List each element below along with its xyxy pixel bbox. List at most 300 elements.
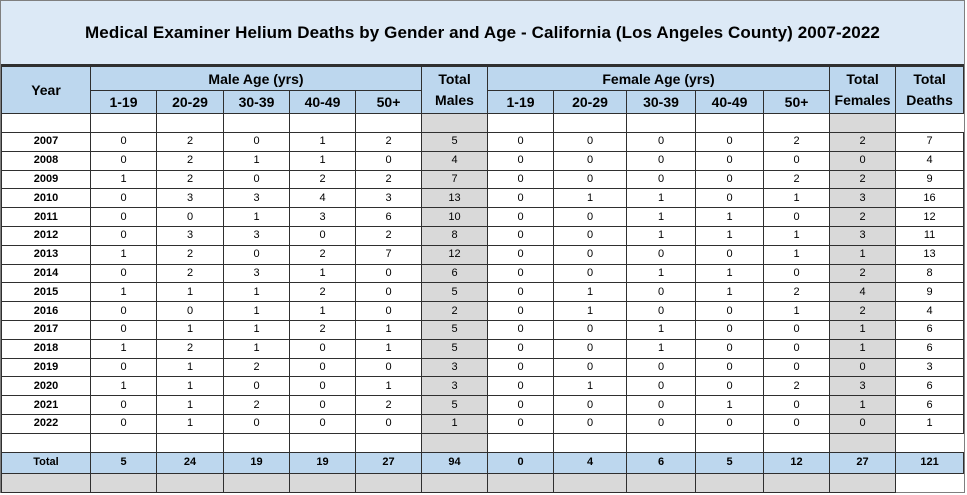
female-count-cell: 0 [696, 151, 764, 170]
female-count-cell: 0 [488, 302, 554, 321]
total-deaths-cell: 6 [896, 377, 964, 396]
total-males-cell: 6 [422, 264, 488, 283]
male-count-cell: 1 [91, 170, 157, 189]
male-count-cell: 0 [290, 396, 356, 415]
total-males-cell: 5 [422, 320, 488, 339]
year-cell: 2014 [2, 264, 91, 283]
table-row [2, 226, 964, 245]
total-deaths-cell: 6 [896, 339, 964, 358]
male-count-cell: 0 [91, 189, 157, 208]
title-bar [1, 1, 964, 66]
male-count-cell: 1 [157, 414, 224, 433]
year-cell: 2018 [2, 339, 91, 358]
table-row [2, 377, 964, 396]
table-row [2, 339, 964, 358]
empty-cell [488, 473, 554, 492]
female-count-cell: 0 [696, 302, 764, 321]
male-total-cell: 27 [356, 452, 422, 473]
female-count-cell: 1 [627, 226, 696, 245]
total-deaths-cell: 9 [896, 170, 964, 189]
male-count-cell: 1 [290, 302, 356, 321]
empty-cell [554, 473, 627, 492]
total-males-cell: 1 [422, 414, 488, 433]
female-count-cell: 0 [696, 189, 764, 208]
female-count-cell: 0 [554, 339, 627, 358]
female-count-cell: 0 [627, 377, 696, 396]
empty-cell [157, 473, 224, 492]
year-cell: 2017 [2, 320, 91, 339]
female-count-cell: 0 [554, 320, 627, 339]
female-count-cell: 0 [627, 151, 696, 170]
male-count-cell: 1 [157, 283, 224, 302]
empty-cell [290, 433, 356, 452]
male-count-cell: 0 [91, 302, 157, 321]
empty-cell [2, 433, 91, 452]
male-count-cell: 3 [356, 189, 422, 208]
male-count-cell: 0 [290, 358, 356, 377]
female-total-cell: 6 [627, 452, 696, 473]
empty-cell [696, 433, 764, 452]
year-cell: 2016 [2, 302, 91, 321]
female-count-cell: 0 [488, 170, 554, 189]
male-count-cell: 2 [356, 396, 422, 415]
male-count-cell: 3 [290, 208, 356, 227]
table-row [2, 264, 964, 283]
female-count-cell: 1 [696, 283, 764, 302]
year-cell: 2020 [2, 377, 91, 396]
header-total-deaths [896, 67, 964, 114]
male-count-cell: 1 [290, 133, 356, 152]
female-count-cell: 0 [764, 339, 830, 358]
year-cell: 2012 [2, 226, 91, 245]
empty-cell [830, 114, 896, 133]
male-count-cell: 3 [224, 226, 290, 245]
total-females-cell: 1 [830, 245, 896, 264]
year-cell: 2010 [2, 189, 91, 208]
header-total-males [422, 67, 488, 114]
table-row [2, 170, 964, 189]
male-count-cell: 1 [224, 339, 290, 358]
female-count-cell: 1 [627, 264, 696, 283]
year-cell: 2013 [2, 245, 91, 264]
male-count-cell: 1 [91, 377, 157, 396]
female-count-cell: 1 [627, 320, 696, 339]
table-row [2, 133, 964, 152]
male-count-cell: 0 [356, 358, 422, 377]
male-total-cell: 5 [91, 452, 157, 473]
header-female-age-bin: 20-29 [554, 91, 627, 114]
empty-cell [627, 473, 696, 492]
female-count-cell: 0 [696, 320, 764, 339]
total-males-cell: 4 [422, 151, 488, 170]
empty-cell [157, 114, 224, 133]
female-count-cell: 1 [627, 189, 696, 208]
empty-cell [224, 473, 290, 492]
total-females-cell: 2 [830, 133, 896, 152]
empty-cell [422, 114, 488, 133]
male-count-cell: 1 [157, 358, 224, 377]
female-count-cell: 0 [488, 245, 554, 264]
female-count-cell: 0 [764, 358, 830, 377]
empty-cell [488, 114, 554, 133]
male-count-cell: 2 [356, 170, 422, 189]
male-count-cell: 1 [91, 245, 157, 264]
header-male-age-bin: 20-29 [157, 91, 224, 114]
male-count-cell: 2 [290, 170, 356, 189]
female-count-cell: 0 [554, 208, 627, 227]
female-count-cell: 0 [488, 396, 554, 415]
female-count-cell: 0 [488, 283, 554, 302]
total-females-cell: 3 [830, 226, 896, 245]
table-body [2, 114, 964, 493]
male-count-cell: 2 [356, 226, 422, 245]
female-count-cell: 0 [764, 264, 830, 283]
empty-cell [224, 114, 290, 133]
year-cell: 2022 [2, 414, 91, 433]
total-deaths-cell: 4 [896, 151, 964, 170]
empty-cell [422, 433, 488, 452]
year-cell: 2007 [2, 133, 91, 152]
female-count-cell: 0 [627, 414, 696, 433]
total-females-cell: 4 [830, 283, 896, 302]
female-count-cell: 0 [488, 151, 554, 170]
total-deaths-cell: 16 [896, 189, 964, 208]
female-count-cell: 0 [764, 320, 830, 339]
total-deaths-cell: 4 [896, 302, 964, 321]
empty-cell [356, 473, 422, 492]
empty-cell [91, 433, 157, 452]
male-count-cell: 0 [224, 414, 290, 433]
header-total-females-text: Total Females [834, 71, 891, 108]
empty-cell [554, 114, 627, 133]
total-females-cell: 2 [830, 302, 896, 321]
total-deaths-cell: 7 [896, 133, 964, 152]
female-count-cell: 0 [764, 208, 830, 227]
male-count-cell: 2 [157, 170, 224, 189]
total-females-cell: 1 [830, 396, 896, 415]
female-count-cell: 1 [627, 208, 696, 227]
year-cell: 2021 [2, 396, 91, 415]
header-female-age-bin: 1-19 [488, 91, 554, 114]
total-deaths-cell: 1 [896, 414, 964, 433]
male-count-cell: 0 [290, 339, 356, 358]
male-count-cell: 2 [157, 339, 224, 358]
helium-deaths-table [1, 66, 964, 493]
total-females-cell: 1 [830, 339, 896, 358]
female-count-cell: 1 [554, 189, 627, 208]
header-female-age-bin: 40-49 [696, 91, 764, 114]
female-count-cell: 1 [696, 396, 764, 415]
female-total-cell: 5 [696, 452, 764, 473]
female-count-cell: 1 [764, 302, 830, 321]
male-count-cell: 1 [290, 151, 356, 170]
male-count-cell: 0 [356, 151, 422, 170]
footer-row [2, 473, 964, 492]
empty-cell [290, 114, 356, 133]
female-count-cell: 0 [554, 245, 627, 264]
female-count-cell: 0 [764, 396, 830, 415]
female-count-cell: 0 [554, 414, 627, 433]
year-cell: 2019 [2, 358, 91, 377]
table-row [2, 302, 964, 321]
male-count-cell: 0 [356, 302, 422, 321]
female-count-cell: 0 [696, 133, 764, 152]
female-count-cell: 0 [488, 377, 554, 396]
empty-cell [627, 433, 696, 452]
female-count-cell: 0 [488, 264, 554, 283]
male-count-cell: 0 [91, 396, 157, 415]
year-cell: 2009 [2, 170, 91, 189]
empty-cell [356, 114, 422, 133]
male-count-cell: 1 [157, 396, 224, 415]
female-count-cell: 1 [764, 189, 830, 208]
empty-cell [157, 433, 224, 452]
male-count-cell: 0 [157, 302, 224, 321]
empty-cell [764, 433, 830, 452]
total-males-cell: 5 [422, 339, 488, 358]
female-count-cell: 0 [554, 151, 627, 170]
male-count-cell: 0 [224, 377, 290, 396]
female-count-cell: 1 [696, 208, 764, 227]
female-count-cell: 0 [488, 320, 554, 339]
male-count-cell: 2 [157, 264, 224, 283]
male-count-cell: 1 [356, 339, 422, 358]
female-count-cell: 0 [696, 245, 764, 264]
total-males-cell: 3 [422, 377, 488, 396]
female-count-cell: 0 [627, 302, 696, 321]
female-count-cell: 0 [488, 133, 554, 152]
female-count-cell: 1 [554, 283, 627, 302]
male-count-cell: 1 [157, 377, 224, 396]
female-count-cell: 2 [764, 133, 830, 152]
grand-total-males-cell: 94 [422, 452, 488, 473]
male-count-cell: 0 [91, 320, 157, 339]
male-count-cell: 1 [224, 208, 290, 227]
female-count-cell: 0 [554, 358, 627, 377]
grand-total-females-cell: 27 [830, 452, 896, 473]
male-total-cell: 24 [157, 452, 224, 473]
female-count-cell: 0 [696, 339, 764, 358]
male-count-cell: 0 [91, 208, 157, 227]
totals-row [2, 452, 964, 473]
total-males-cell: 10 [422, 208, 488, 227]
male-count-cell: 1 [356, 320, 422, 339]
female-total-cell: 0 [488, 452, 554, 473]
female-count-cell: 0 [488, 208, 554, 227]
male-total-cell: 19 [224, 452, 290, 473]
empty-cell [91, 473, 157, 492]
total-males-cell: 3 [422, 358, 488, 377]
male-count-cell: 2 [157, 245, 224, 264]
female-count-cell: 1 [554, 377, 627, 396]
header-total-females [830, 67, 896, 114]
empty-cell [224, 433, 290, 452]
table-row [2, 358, 964, 377]
female-count-cell: 2 [764, 283, 830, 302]
total-males-cell: 5 [422, 396, 488, 415]
male-total-cell: 19 [290, 452, 356, 473]
year-cell: 2008 [2, 151, 91, 170]
total-deaths-cell: 12 [896, 208, 964, 227]
total-females-cell: 3 [830, 377, 896, 396]
male-count-cell: 0 [356, 264, 422, 283]
male-count-cell: 1 [224, 283, 290, 302]
total-deaths-cell: 6 [896, 396, 964, 415]
empty-cell [91, 114, 157, 133]
male-count-cell: 3 [224, 264, 290, 283]
female-count-cell: 0 [554, 226, 627, 245]
empty-cell [2, 114, 91, 133]
male-count-cell: 7 [356, 245, 422, 264]
total-males-cell: 8 [422, 226, 488, 245]
spacer-row [2, 114, 964, 133]
table-row [2, 208, 964, 227]
female-count-cell: 0 [488, 339, 554, 358]
header-female-age-bin: 50+ [764, 91, 830, 114]
header-female-age-bin: 30-39 [627, 91, 696, 114]
female-count-cell: 0 [627, 283, 696, 302]
male-count-cell: 2 [157, 133, 224, 152]
female-count-cell: 0 [696, 414, 764, 433]
table-row [2, 189, 964, 208]
male-count-cell: 0 [91, 264, 157, 283]
total-females-cell: 0 [830, 151, 896, 170]
empty-cell [764, 114, 830, 133]
header-male-age-bin: 40-49 [290, 91, 356, 114]
table-row [2, 396, 964, 415]
male-count-cell: 1 [356, 377, 422, 396]
header-male-age: Male Age (yrs) [91, 67, 422, 91]
male-count-cell: 0 [91, 414, 157, 433]
female-count-cell: 0 [696, 377, 764, 396]
male-count-cell: 0 [356, 414, 422, 433]
total-females-cell: 0 [830, 414, 896, 433]
empty-cell [356, 433, 422, 452]
empty-cell [2, 473, 91, 492]
table-row [2, 414, 964, 433]
total-deaths-cell: 6 [896, 320, 964, 339]
male-count-cell: 3 [224, 189, 290, 208]
female-count-cell: 0 [627, 170, 696, 189]
total-females-cell: 2 [830, 170, 896, 189]
empty-cell [488, 433, 554, 452]
year-cell: 2015 [2, 283, 91, 302]
total-males-cell: 5 [422, 283, 488, 302]
male-count-cell: 0 [91, 151, 157, 170]
empty-cell [422, 473, 488, 492]
male-count-cell: 0 [224, 170, 290, 189]
female-count-cell: 0 [627, 245, 696, 264]
total-males-cell: 13 [422, 189, 488, 208]
total-deaths-cell: 9 [896, 283, 964, 302]
female-count-cell: 0 [764, 414, 830, 433]
table-title: Medical Examiner Helium Deaths by Gender and Age - California (Los Angeles County) 2007-2022 [85, 22, 880, 42]
empty-cell [696, 114, 764, 133]
empty-cell [764, 473, 830, 492]
female-count-cell: 0 [627, 358, 696, 377]
female-count-cell: 1 [764, 245, 830, 264]
male-count-cell: 0 [91, 226, 157, 245]
female-count-cell: 1 [696, 264, 764, 283]
header-female-age: Female Age (yrs) [488, 67, 830, 91]
female-count-cell: 0 [764, 151, 830, 170]
male-count-cell: 6 [356, 208, 422, 227]
male-count-cell: 1 [290, 264, 356, 283]
female-count-cell: 0 [488, 189, 554, 208]
female-total-cell: 4 [554, 452, 627, 473]
spacer-row [2, 433, 964, 452]
table-row [2, 320, 964, 339]
female-count-cell: 0 [488, 226, 554, 245]
male-count-cell: 0 [356, 283, 422, 302]
male-count-cell: 2 [290, 283, 356, 302]
male-count-cell: 2 [290, 320, 356, 339]
male-count-cell: 1 [224, 320, 290, 339]
female-count-cell: 1 [696, 226, 764, 245]
female-count-cell: 2 [764, 377, 830, 396]
male-count-cell: 0 [290, 414, 356, 433]
female-count-cell: 2 [764, 170, 830, 189]
header-male-age-bin: 50+ [356, 91, 422, 114]
total-females-cell: 3 [830, 189, 896, 208]
total-males-cell: 2 [422, 302, 488, 321]
female-total-cell: 12 [764, 452, 830, 473]
female-count-cell: 0 [554, 396, 627, 415]
total-males-cell: 5 [422, 133, 488, 152]
header-year: Year [2, 67, 91, 114]
male-count-cell: 1 [224, 151, 290, 170]
male-count-cell: 0 [91, 133, 157, 152]
female-count-cell: 0 [488, 414, 554, 433]
female-count-cell: 0 [554, 133, 627, 152]
male-count-cell: 0 [290, 377, 356, 396]
male-count-cell: 2 [290, 245, 356, 264]
table-row [2, 283, 964, 302]
male-count-cell: 2 [224, 396, 290, 415]
male-count-cell: 2 [224, 358, 290, 377]
male-count-cell: 1 [91, 283, 157, 302]
empty-cell [627, 114, 696, 133]
female-count-cell: 0 [696, 358, 764, 377]
empty-cell [830, 433, 896, 452]
male-count-cell: 1 [91, 339, 157, 358]
grand-total-deaths-cell: 121 [896, 452, 964, 473]
female-count-cell: 0 [488, 358, 554, 377]
male-count-cell: 0 [91, 358, 157, 377]
female-count-cell: 0 [627, 133, 696, 152]
male-count-cell: 2 [356, 133, 422, 152]
male-count-cell: 2 [157, 151, 224, 170]
total-males-cell: 12 [422, 245, 488, 264]
female-count-cell: 0 [627, 396, 696, 415]
total-deaths-cell: 8 [896, 264, 964, 283]
female-count-cell: 1 [627, 339, 696, 358]
table-row [2, 245, 964, 264]
header-total-deaths-text: Total Deaths [906, 71, 953, 108]
year-cell: 2011 [2, 208, 91, 227]
male-count-cell: 4 [290, 189, 356, 208]
male-count-cell: 1 [157, 320, 224, 339]
male-count-cell: 3 [157, 189, 224, 208]
total-deaths-cell: 11 [896, 226, 964, 245]
male-count-cell: 1 [224, 302, 290, 321]
male-count-cell: 0 [157, 208, 224, 227]
table-row [2, 151, 964, 170]
empty-cell [830, 473, 896, 492]
total-females-cell: 0 [830, 358, 896, 377]
total-females-cell: 2 [830, 208, 896, 227]
empty-cell [696, 473, 764, 492]
